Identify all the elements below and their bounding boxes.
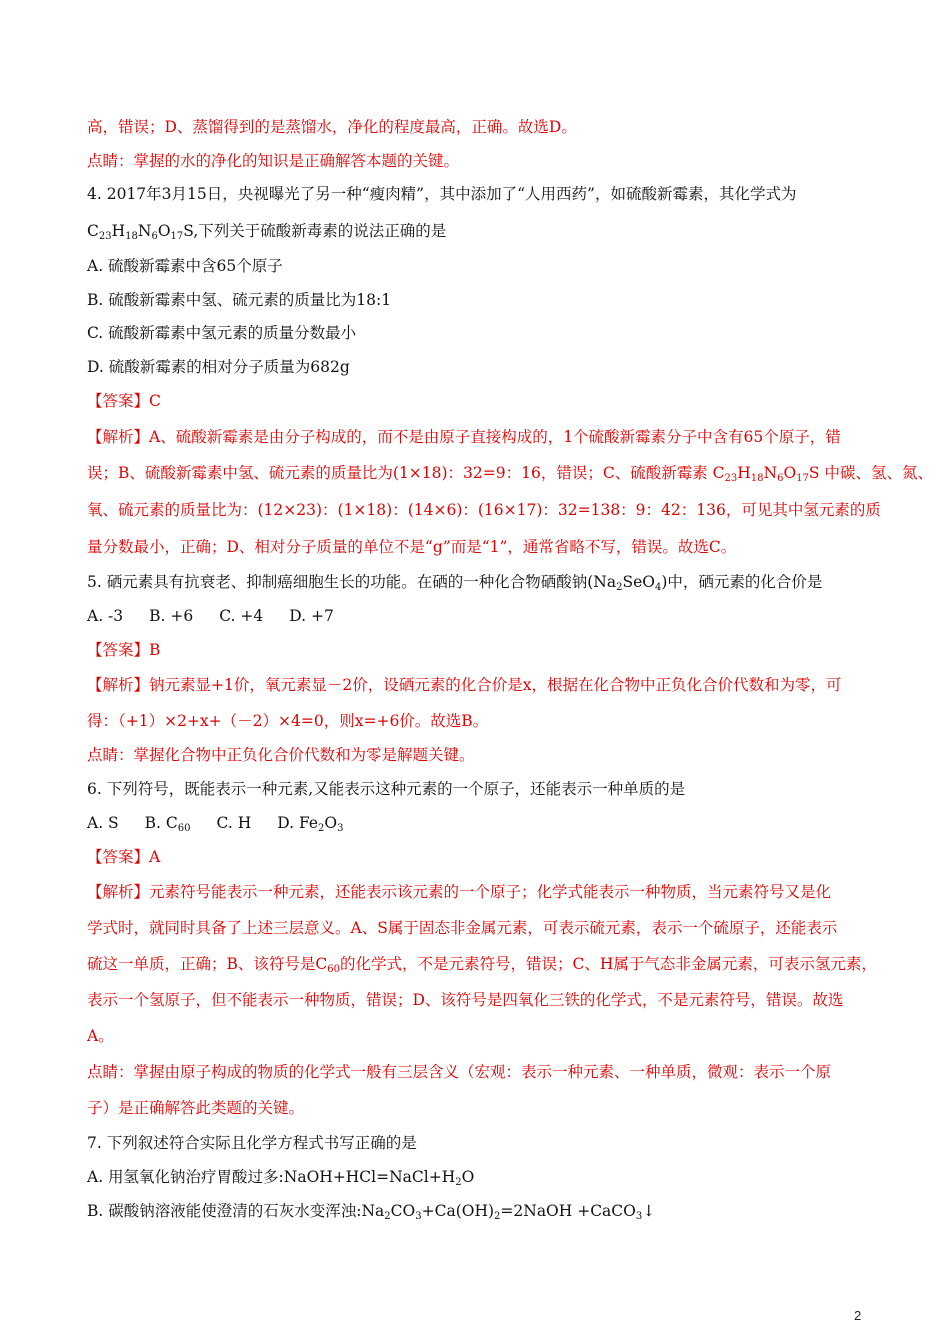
- question-5-options: [87, 606, 360, 626]
- down-arrow-icon: ↓: [642, 1202, 656, 1220]
- q5-option-b: B. +6: [149, 607, 194, 625]
- tip-6-line-2: 子）是正确解答此类题的关键。: [87, 1099, 305, 1117]
- q5-option-c: C. +4: [219, 607, 264, 625]
- question-4-option-c: C. 硫酸新霉素中氢元素的质量分数最小: [87, 324, 357, 342]
- question-4-option-d: D. 硫酸新霉素的相对分子质量为682g: [87, 358, 350, 376]
- q6-option-a: A. S: [87, 814, 119, 832]
- question-4-option-a: A. 硫酸新霉素中含65个原子: [87, 257, 283, 275]
- question-7-option-a: A. 用氢氧化钠治疗胃酸过多$:NaOH+HCl=NaCl+H_2O$: [87, 1168, 475, 1188]
- question-6: 6. 下列符号，既能表示一种元素,又能表示这种元素的一个原子，还能表示一种单质的是: [87, 780, 686, 798]
- answer-4: 【答案】C: [87, 392, 161, 410]
- explanation-4-line-4: 量分数最小，正确；D、相对分子质量的单位不是“g”而是“1”，通常省略不写，错误。故选C。: [87, 538, 737, 556]
- question-7: 7. 下列叙述符合实际且化学方程式书写正确的是: [87, 1134, 417, 1152]
- explanation-6-line-4: 表示一个氢原子，但不能表示一种物质，错误；D、该符号是四氧化三铁的化学式，不是元素符号，错误。故选: [87, 991, 844, 1009]
- q6-option-d: D. $Fe_2O_3$: [277, 814, 344, 834]
- explanation-6-line-1: 【解析】元素符号能表示一种元素，还能表示该元素的一个原子；化学式能表示一种物质，当元素符号又是化: [87, 883, 832, 901]
- question-4-formula-line: $C_{23}H_{18}N_6O_{17}S$,下列关于硫酸新毒素的说法正确的是: [87, 222, 447, 242]
- explanation-4-line-2: 误；B、硫酸新霉素中氢、硫元素的质量比为(1×18)：32=9：16，错误；C、硫酸新霉素 $C_{23}H_{18}N_6O_{17}S$ 中碳、氢、氮、: [87, 464, 933, 484]
- explanation-6-line-2: 学式时，就同时具备了上述三层意义。A、S属于固态非金属元素，可表示硫元素，表示一个硫原子，还能表示: [87, 919, 838, 937]
- explanation-6-line-3: 硫这一单质，正确；B、该符号是$C_{60}$的化学式，不是元素符号，错误；C、H属于气态非金属元素，可表示氢元素，: [87, 955, 877, 975]
- question-6-options: [87, 813, 344, 833]
- explanation-4-line-3: 氧、硫元素的质量比为：(12×23)：(1×18)：(14×6)：(16×17)：32=138：9：42：136，可见其中氢元素的质: [87, 501, 881, 519]
- answer-6: 【答案】A: [87, 848, 161, 866]
- q6-option-c: C. H: [216, 814, 252, 832]
- explanation-6-line-5: A。: [87, 1027, 114, 1045]
- tip-6-line-1: 点睛：掌握由原子构成的物质的化学式一般有三层含义（宏观：表示一种元素、一种单质，微观：表示一个原: [87, 1063, 832, 1081]
- q5-option-d: D. +7: [289, 607, 334, 625]
- page-number: 2: [854, 1308, 862, 1323]
- q5-option-a: A. -3: [87, 607, 124, 625]
- explanation-5-line-1: 【解析】钠元素显+1价，氧元素显－2价，设硒元素的化合价是x，根据在化合物中正负化合价代数和为零，可: [87, 676, 842, 694]
- question-5: 5. 硒元素具有抗衰老、抑制癌细胞生长的功能。在硒的一种化合物硒酸钠$(Na_2SeO_4)$中，硒元素的化合价是: [87, 573, 823, 593]
- tip-line: 点睛：掌握的水的净化的知识是正确解答本题的关键。: [87, 152, 460, 170]
- q6-option-b: B. $C_{60}$: [144, 814, 191, 834]
- question-4-option-b: B. 硫酸新霉素中氢、硫元素的质量比为18:1: [87, 291, 392, 309]
- question-7-option-b: B. 碳酸钠溶液能使澄清的石灰水变浑浊$:Na_2CO_3+Ca(OH)_2=2NaOH$ +CaCO$_3$↓: [87, 1202, 656, 1222]
- answer-continuation: 高，错误；D、蒸馏得到的是蒸馏水，净化的程度最高，正确。故选D。: [87, 118, 577, 136]
- question-4: 4. 2017年3月15日，央视曝光了另一种“瘦肉精”，其中添加了“人用西药”，如硫酸新霉素，其化学式为: [87, 185, 797, 203]
- explanation-5-line-2: 得：（+1）×2+x+（－2）×4=0，则x=+6价。故选B。: [87, 712, 489, 730]
- answer-5: 【答案】B: [87, 641, 161, 659]
- explanation-4-line-1: 【解析】A、硫酸新霉素是由分子构成的，而不是由原子直接构成的，1个硫酸新霉素分子中含有65个原子，错: [87, 428, 841, 446]
- tip-5: 点睛：掌握化合物中正负化合价代数和为零是解题关键。: [87, 746, 475, 764]
